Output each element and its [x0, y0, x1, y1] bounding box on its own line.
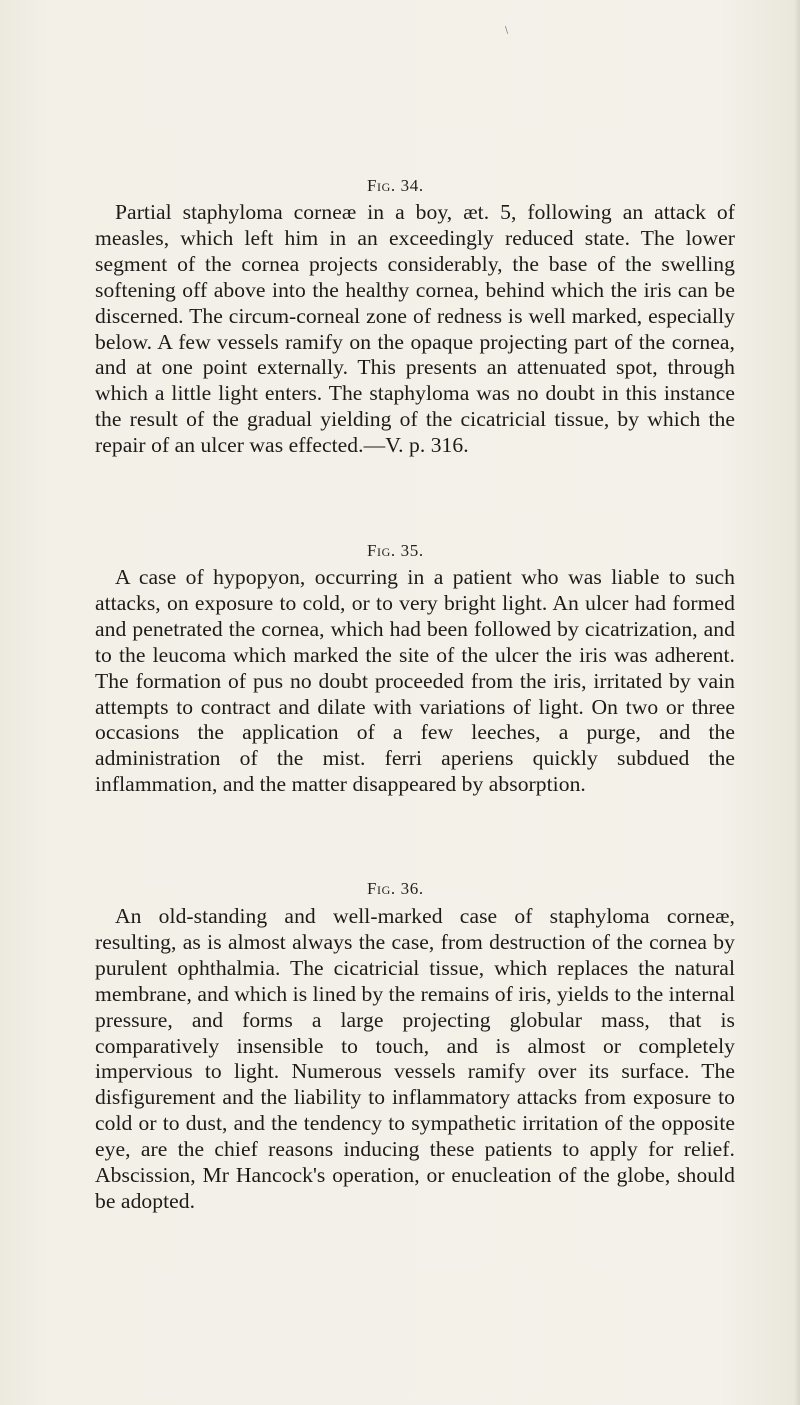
figure-35-paragraph: A case of hypopyon, occurring in a patient who was liable to such attacks, on exposure to cold, or to very bright light. An ulcer had formed and penetrated the cornea, which had been followed by cicatrization, and to the leucoma which marked the site of the ulcer the iris was adherent. The formation of pus no doubt proceeded from the iris, irritated by vain attempts to contract and dilate with variations of light. On two or three occasions the application of a few leeches, a purge, and the administration of the mist. ferri aperiens quickly subdued the inflammation, and the matter disappeared by absorption.: [95, 565, 735, 797]
figure-34-paragraph: Partial staphyloma corneæ in a boy, æt. 5, following an attack of measles, which left him in an exceedingly reduced state. The lower segment of the cornea projects considerably, the base of the swelling softening off above into the healthy cornea, behind which the iris can be discerned. The circum-corneal zone of redness is well marked, especially below. A few vessels ramify on the opaque projecting part of the cornea, and at one point externally. This presents an attenuated spot, through which a little light enters. The staphyloma was no doubt in this instance the result of the gradual yielding of the cicatricial tissue, by which the repair of an ulcer was effected.—V. p. 316.: [95, 200, 735, 458]
page-edge-shadow: [794, 0, 800, 1405]
figure-35-description: [95, 565, 735, 798]
figure-35-label: Fig. 35.: [367, 541, 424, 560]
figure-36-paragraph: An old-standing and well-marked case of staphyloma corneæ, resulting, as is almost always the case, from destruction of the cornea by purulent ophthalmia. The cicatricial tissue, which replaces the natural membrane, and which is lined by the remains of iris, yields to the internal pressure, and forms a large projecting globular mass, that is comparatively insensible to touch, and is almost or completely impervious to light. Numerous vessels ramify over its surface. The disfigurement and the liability to inflammatory attacks from exposure to cold or to dust, and the tendency to sympathetic irritation of the opposite eye, are the chief reasons inducing these patients to apply for relief. Abscission, Mr Hancock's operation, or enucleation of the globe, should be adopted.: [95, 904, 736, 1213]
page-mark: \: [505, 26, 509, 36]
figure-34-label: Fig. 34.: [367, 176, 424, 195]
figure-36-description: [95, 904, 735, 1215]
figure-34-description: [95, 200, 735, 459]
figure-36-label: Fig. 36.: [367, 879, 424, 898]
